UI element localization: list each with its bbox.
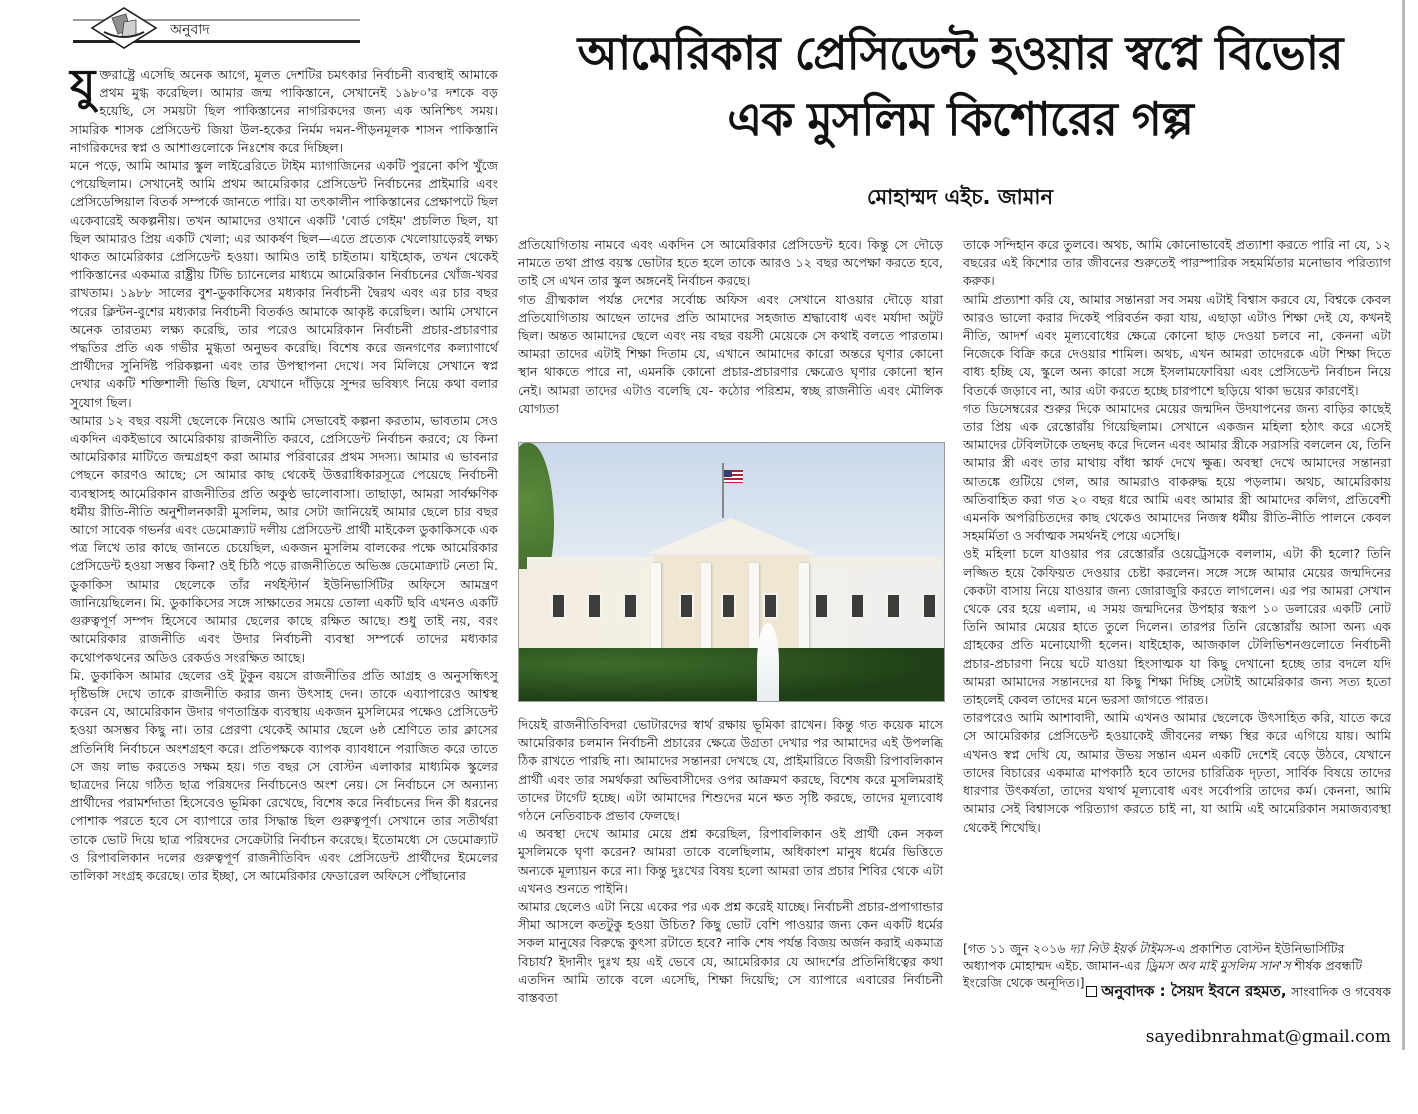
article-column-2-top [518, 236, 943, 418]
window [886, 593, 901, 619]
byline: মোহাম্মদ এইচ. জামান [866, 185, 1053, 209]
window [551, 593, 566, 619]
open-book-diamond-icon [90, 6, 158, 50]
section-header [70, 10, 360, 44]
translator-name: অনুবাদক : সৈয়দ ইবনে রহমত, [1101, 982, 1287, 1000]
paragraph: গত গ্রীষ্মকাল পর্যন্ত দেশের সর্বোচ্চ অফিস এবং সেখানে যাওয়ার দৌড়ে যারা প্রতিযোগিতায় আছেন তাদের প্রতি আমাদের সহজাত শ্রদ্ধাবোধ এবং মর্যাদা অটুট ছিল। অন্তত আমাদের ছেলে এবং নয় বছর বয়সী মেয়েকে সে কথাই বলতে পারতাম। আমরা তাদের এটাই শিক্ষা দিতাম যে, এখানে আমাদের কারো অন্তরে ঘৃণার কোনো স্থান থাকতে পারে না, এমনকি কোনো প্রচার-প্রচারণার ক্ষেত্রেও ঘৃণার কোনো স্থান নেই। আমরা তাদের এটাও বলেছি যে- কঠোর পরিশ্রম, স্বচ্ছ রাজনীতি এবং মৌলিক যোগ্যতা [518, 291, 943, 416]
white-house-photo [518, 442, 945, 702]
translator-role: সাংবাদিক ও গবেষক [1291, 984, 1391, 999]
paragraph: ওই মহিলা চলে যাওয়ার পর রেস্তোরাঁর ওয়েট্রেসকে বললাম, এটা কী হলো? তিনি লজ্জিত হয়ে কৈফিয়ত দেওয়ার চেষ্টা করলেন। সঙ্গে সঙ্গে আমার মেয়ের জন্মদিনের কেকটা বাসায় নিয়ে যাওয়ার জন্য জোরাজুরি করতে লাগলেন। এর পর আমরা সেখান থেকে বের হয়ে এলাম, এ সময় জন্মদিনের উপহার স্বরূপ ১০ ডলারের একটি নোট তিনি আমার মেয়ের হাতে তুলে দিলেন। তারপর তিনি রেস্তোরাঁয় আসা অন্য এক গ্রাহকের প্রতি মনোযোগী হলেন। যাইহোক, আজকাল টেলিভিশনগুলোতে নির্বাচনী প্রচার-প্রচারণা নিয়ে ঘটে যাওয়া হিংসাত্মক যা কিছু দেখানো হচ্ছে তার বদলে যদি আমরা আমাদের সন্তানদের যা কিছু শিক্ষা দিচ্ছি সেটাই আমেরিকার জন্য সত্য হতো তাহলেই কেবল তাদের মনে ভরসা জাগতে পারত। [963, 546, 1391, 708]
headline [515, 20, 1405, 152]
page-edge-rule [1402, 0, 1405, 1050]
source-footnote: [গত ১১ জুন ২০১৬ দ্যা নিউ ইয়র্ক টাইমস-এ প্রকাশিত বোস্টন ইউনিভার্সিটির অধ্যাপক মোহাম্মদ এইচ. জামান-এর ড্রিমস অব মাই মুসলিম সান'স শীর্ষক প্রবন্ধটি ইংরেজি থেকে অনূদিত।] [963, 941, 1363, 990]
window [922, 593, 937, 619]
window [679, 593, 694, 619]
original-article-title: ড্রিমস অব মাই মুসলিম সান'স [1144, 958, 1291, 973]
window [623, 593, 638, 619]
paragraph: আমার ছেলেও এটা নিয়ে একের পর এক প্রশ্ন করেই যাচ্ছে। নির্বাচনী প্রচার-প্রপাগান্ডার সীমা আসলে কতটুকু হওয়া উচিত? কিছু ভোট বেশি পাওয়ার জন্য কেন একটি ধর্মের সকল মানুষের বিরুদ্ধে কুৎসা রটাতে হবে? নাকি শেষ পর্যন্ত বিজয় অর্জন করাই একমাত্র বিচার্য? ইদানীং দুঃখ হয় এই ভেবে যে, আমেরিকার যে আদর্শের প্রতিনিধিত্বের কথা এতদিন আমি তাকে বলে এসেছি, শিক্ষা দিয়েছি; সে ব্যাপারে এবারের নির্বাচনী বাস্তবতা [518, 899, 943, 1006]
article-column-3 [963, 236, 1391, 837]
paragraph: যুক্তরাষ্ট্রে এসেছি অনেক আগে, মূলত দেশটির চমৎকার নির্বাচনী ব্যবস্থাই আমাকে প্রথম মুগ্ধ করেছিল। আমার জন্ম পাকিস্তানে, সেখানেই ১৯৮০'র দশকে বড় হয়েছি, সে সময়টা ছিল পাকিস্তানের নাগরিকদের জন্য এক অনিশ্চিৎ সময়। সামরিক শাসক প্রেসিডেন্ট জিয়া উল-হকের নির্মম দমন-পীড়নমূলক শাসন পাকিস্তানি নাগরিকদের স্বপ্ন ও আশাগুলোকে নিঃশেষ করে দিচ্ছিল। [70, 60, 498, 155]
us-flag-icon [724, 470, 743, 483]
headline-line-1: আমেরিকার প্রেসিডেন্ট হওয়ার স্বপ্নে বিভোর [577, 26, 1343, 80]
translator-credit [1035, 981, 1391, 1002]
paragraph: মি. ডুকাকিস আমার ছেলের ওই টুকুন বয়সে রাজনীতির প্রতি আগ্রহ ও অনুসন্ধিৎসু দৃষ্টিভঙ্গি দেখে তাকে রাজনীতি করার জন্য উৎসাহ দেন। তাকে এব্যাপারেও আশ্বস্থ করেন যে, আমেরিকান উদার গণতান্ত্রিক ব্যবস্থায় একজন মুসলিমের পক্ষেও প্রেসিডেন্ট হওয়া অসম্ভব কিছু না। তার প্রেরণা থেকেই আমার ছেলে ৬ষ্ঠ শ্রেণিতে তার ক্লাসের প্রতিনিধি নির্বাচনে অংশগ্রহণ করে। প্রতিপক্ষকে ব্যাপক ব্যাবধানে পরাজিত করে তাতে সে জয় লাভ করতেও সক্ষম হয়। গত বছর সে বোস্টন এলাকার মাধ্যমিক স্কুলের ছাত্রদের নিয়ে গঠিত ছাত্র পরিষদের নির্বাচনেও অংশ নেয়। সে নির্বাচনে সে অন্যান্য প্রার্থীদের পরামর্শদাতা হিসেবেও ভূমিকা রেখেছে, বিশেষ করে নির্বাচনের দিন কী ধরনের পোশাক পরতে হবে সে ব্যাপারে তার সিদ্ধান্ত ছিল গুরুত্বপূর্ণ। সেখানে তার সতীর্থরা তাকে ভোট দিয়ে ছাত্র পরিষদের সেক্রেটারি নির্বাচন করেছে। ইতোমধ্যে সে ডেমোক্র্যাট ও রিপাবলিকান দলের গুরুত্বপূর্ণ রাজনীতিবিদ এবং প্রেসিডেন্ট প্রার্থীদের ইমেলের তালিকা সংগ্রহ করেছে। তার ইচ্ছা, সে আমেরিকার ফেডারেল অফিসে পৌঁছানোর [70, 667, 498, 883]
window [721, 593, 736, 619]
paragraph: আমি প্রত্যাশা করি যে, আমার সন্তানরা সব সময় এটাই বিশ্বাস করবে যে, বিশ্বকে কেবল আরও ভালো করার দিকেই পরিবর্তন করা যায়, এছাড়া এটাও শিক্ষা দেই যে, কখনই নীতি, আদর্শ এবং মূল্যবোধের ক্ষেত্রে কোনো ছাড় দেওয়া চলবে না, কেননা এটা নিজেকে বিক্রি করে দেওয়ার শামিল। অথচ, এখন আমরা তাদেরকে এটা শিক্ষা দিতে বাধ্য হচ্ছি যে, স্কুলে অন্য কারো সঙ্গে ইসলামফোবিয়া এবং প্রেসিডেন্ট নির্বাচন নিয়ে বিতর্কে জড়াবে না, আর এটা করতে হচ্ছে চারপাশে ছড়িয়ে থাকা ভয়ের কারণেই। [963, 291, 1391, 398]
source-publication: দ্যা নিউ ইয়র্ক টাইমস [1069, 941, 1172, 956]
window [763, 593, 778, 619]
headline-line-2: এক মুসলিম কিশোরের গল্প [727, 92, 1193, 146]
hedge [519, 648, 944, 701]
window [850, 593, 865, 619]
paragraph: তারপরেও আমি আশাবাদী, আমি এখনও আমার ছেলেকে উৎসাহিত করি, যাতে করে সে আমেরিকার প্রেসিডেন্ট হওয়াকেই জীবনের লক্ষ্য স্থির করে এগিয়ে যায়। আমি এখনও স্বপ্ন দেখি যে, আমার উভয় সন্তান এমন একটি দেশেই বেড়ে উঠবে, যেখানে তাদের বিচারের একমাত্র মাপকাঠি হবে তাদের চারিত্রিক দৃঢ়তা, সার্বিক বিষয়ে তাদের ধারণার উৎকর্ষতা, তাদের যথার্থ মূল্যবোধ এবং সর্বোপরি তাদের কর্ম। কেননা, আমি আমার সেই বিশ্বাসকে পরিত্যাগ করতে চাই না, যা আমি এই আমেরিকান সমাজব্যবস্থা থেকেই শিখেছি। [963, 710, 1391, 835]
paragraph: প্রতিযোগিতায় নামবে এবং একদিন সে আমেরিকার প্রেসিডেন্ট হবে। কিন্তু সে দৌড়ে নামতে তথা প্রাপ্ত বয়স্ক ভোটার হতে হলে তাকে আরও ১২ বছর অপেক্ষা করতে হবে, তাই সে এখন তার স্কুল অঙ্গনেই নির্বাচন করছে। [518, 237, 943, 289]
paragraph: আমার ১২ বছর বয়সী ছেলেকে নিয়েও আমি সেভাবেই কল্পনা করতাম, ভাবতাম সেও একদিন একইভাবে আমেরিকায় রাজনীতি করবে, প্রেসিডেন্ট নির্বাচন করবে; যে কিনা আমেরিকার মাটিতে জন্মগ্রহণ করা আমার পরিবারের প্রথম সদস্য। আমার এ ভাবনার পেছনে কারণও আছে; সে আমার কাছ থেকেই উত্তরাধিকারসূত্রে পেয়েছে নির্বাচনী ব্যবস্থাসহ আমেরিকান রাজনীতির প্রতি অকুণ্ঠ ভালোবাসা। তাছাড়া, আমরা সার্বক্ষণিক ধর্মীয় রীতি-নীতি অনুশীলনকারী মুসলিম, আর সেটা জানিয়েই আমার ছেলে চার বছর আগে সাবেক গভর্নর এবং ডেমোক্র্যাট দলীয় প্রেসিডেন্ট প্রার্থী মাইকেল ডুকাকিসকে এক পত্র লিখে তার কাছে জানতে চেয়েছিল, একজন মুসলিম বালকের পক্ষে আমেরিকার প্রেসিডেন্ট হওয়া সম্ভব কিনা? ওই চিঠি পড়ে রাজনীতিতে অভিজ্ঞ ডেমোক্র্যাট নেতা মি. ডুকাকিস আমার ছেলেকে তাঁর নর্থইস্টার্ন ইউনিভার্সিটির অফিসে আমন্ত্রণ জানিয়েছিলেন। মি. ডুকাকিসের সঙ্গে সাক্ষাতের সময়ে তোলা একটি ছবি এখনও একটি গুরুত্বপূর্ণ সম্পদ হিসেবে আমার ছেলের কাছে রক্ষিত আছে। শুধু তাই নয়, বরং আমেরিকার রাজনীতি এবং উদার নির্বাচনী ব্যবস্থা সম্পর্কে তাদের মধ্যকার কথোপকথনের অডিও রেকর্ডও সংরক্ষিত আছে। [70, 412, 498, 665]
paragraph: দিয়েই রাজনীতিবিদরা ভোটারদের স্বার্থ রক্ষায় ভূমিকা রাখেন। কিন্তু গত কয়েক মাসে আমেরিকার চলমান নির্বাচনী প্রচারের ক্ষেত্রে উগ্রতা দেখার পর আমাদের এই উপলব্ধি ঠিক রাখতে পারছি না। আমাদের সন্তানরা দেখছে যে, প্রাইমারিতে বিজয়ী রিপাবলিকান প্রার্থী এবং তার সমর্থকরা অভিবাসীদের ওপর আক্রমণ করছে, বিশেষ করে মুসলিমরাই তাদের টার্গেট হচ্ছে। এটা আমাদের শিশুদের মনে ক্ষত সৃষ্টি করছে, তাদের মূল্যবোধ গঠনে নেতিবাচক প্রভাব ফেলছে। [518, 717, 943, 824]
translator-email[interactable]: sayedibnrahmat@gmail.com [1145, 1027, 1391, 1047]
drop-cap: যু [70, 60, 96, 111]
paragraph: মনে পড়ে, আমি আমার স্কুল লাইব্রেরিতে টাইম ম্যাগাজিনের একটি পুরনো কপি খুঁজে পেয়েছিলাম। সেখানেই আমি প্রথম আমেরিকার প্রেসিডেন্ট নির্বাচনের প্রাইমারি এবং প্রেসিডেন্সিয়াল বিতর্ক সম্পর্কে জানতে পারি। যা তৎকালীন পাকিস্তানের প্রেক্ষাপটে ছিল একেবারেই অকল্পনীয়। তখন আমাদের ওখানে একটি 'বোর্ড গেইম' প্রচলিত ছিল, যা ছিল আমারও প্রিয় একটি খেলা; এর আকর্ষণ ছিল—এতে প্রত্যেক খেলোয়াড়েরই লক্ষ্য থাকত আমেরিকার প্রেসিডেন্ট হওয়া। আমিও তাই চাইতাম। যাইহোক, তখন থেকেই পাকিস্তানের একমাত্র রাষ্ট্রীয় টিভি চ্যানেলের মাধ্যমে আমেরিকান নির্বাচনের খোঁজ-খবর রাখতাম। ১৯৮৮ সালের বুশ-ডুকাকিসের মধ্যকার নির্বাচনী দ্বৈরথ এবং এর চার বছর পরের ক্লিন্টন-বুশের মধ্যকার নির্বাচনী বিতর্কও আমাকে আকৃষ্ট করেছিল। আমি সেখানে অনেক তারতম্য লক্ষ্য করেছি, তার পরেও আমেরিকান নির্বাচনী প্রচার-প্রচারণার পদ্ধতির প্রতি এক গভীর মুগ্ধতা অনুভব করেছি। বিশেষ করে জনগণের কল্যাণার্থে প্রার্থীদের সুনির্দিষ্ট পরিকল্পনা এবং তার উপস্থাপনা দেখে। সব মিলিয়ে সেখানে স্বপ্ন দেখার একটি শক্তিশালী ভিত্তি ছিল, যেখানে দাঁড়িয়ে সুন্দর ভবিষ্যৎ নিয়ে কথা বলার সুযোগ ছিল। [70, 158, 499, 410]
section-label: অনুবাদ [166, 21, 214, 39]
article-column-2-bottom [518, 716, 943, 1007]
window [814, 593, 829, 619]
article-column-1 [70, 60, 499, 885]
pediment [646, 518, 816, 554]
fountain [757, 623, 779, 701]
window [587, 593, 602, 619]
paragraph: এ অবস্থা দেখে আমার মেয়ে প্রশ্ন করেছিল, রিপাবলিকান ওই প্রার্থী কেন সকল মুসলিমকে ঘৃণা করেন? আমরা তাকে বলেছিলাম, অধিকাংশ মানুষ ধর্মের ভিত্তিতে অন্যকে মূল্যায়ন করে না। কিন্তু দুঃখের বিষয় হলো আমরা তার প্রচার শিবির থেকে এটা এখনও শুনতে পাইনি। [518, 826, 943, 896]
checkbox-square-icon [1086, 986, 1097, 997]
paragraph: গত ডিসেম্বরের শুরুর দিকে আমাদের মেয়ের জন্মদিন উদযাপনের জন্য বাড়ির কাছেই তার প্রিয় এক রেস্তোরাঁয় গিয়েছিলাম। সেখানে একজন মহিলা হঠাৎ করে এসেই আমাদের টেবিলটাকে তছনছ করে দিলেন এবং আমার স্ত্রীকে সরাসরি বললেন যে, তিনি আমার স্ত্রী এবং তার মাথায় বাঁধা স্কার্ফ দেখে ক্ষুব্ধ। অবস্থা দেখে আমাদের সন্তানরা আতঙ্কে গুটিয়ে গেল, আর আমরাও বাকরুদ্ধ হয়ে পড়লাম। অথচ, আমেরিকায় অতিবাহিত করা গত ২০ বছর ধরে আমি এবং আমার স্ত্রী আমাদের কলিগ, প্রতিবেশী এমনকি অপরিচিতদের কাছ থেকেও আমাদের নিজস্ব ধর্মীয় রীতি-নীতি পালনে কেবল সহমর্মিতা ও সর্বাত্মক সমর্থনই পেয়ে এসেছি। [963, 400, 1391, 544]
paragraph: তাকে সন্দিহান করে তুলবে। অথচ, আমি কোনোভাবেই প্রত্যাশা করতে পারি না যে, ১২ বছরের এই কিশোর তার জীবনের শুরুতেই পারস্পারিক সহমর্মিতার মনোভাব পরিত্যাগ করুক। [963, 237, 1391, 289]
